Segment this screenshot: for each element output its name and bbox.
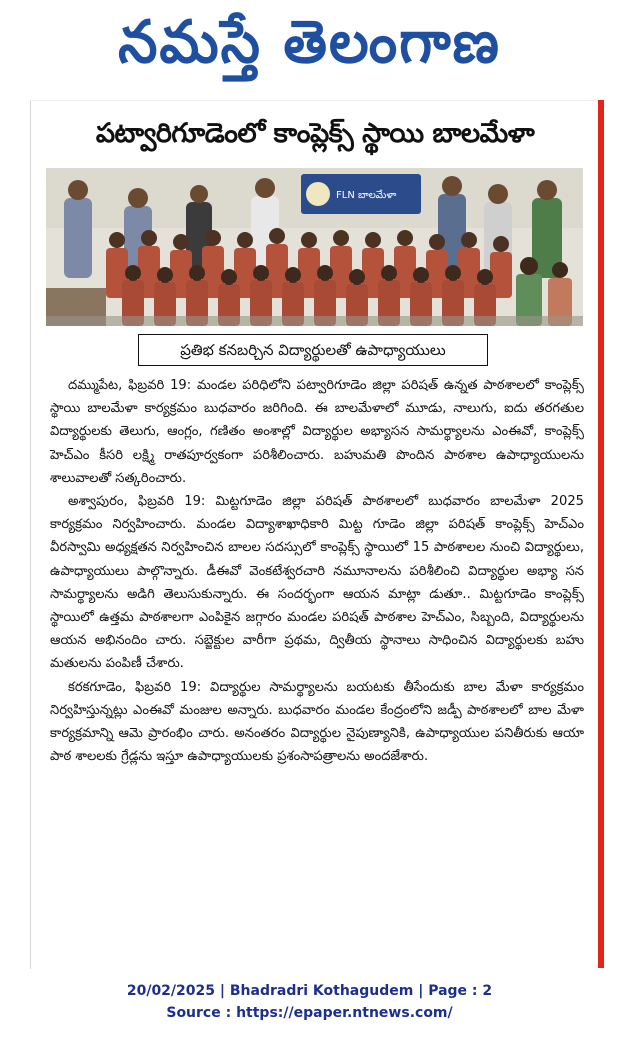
footer-source: Source : https://epaper.ntnews.com/ [166, 1005, 453, 1021]
news-photo [46, 168, 583, 326]
article-paragraph: దమ్ముపేట, ఫిబ్రవరి 19: మండల పరిధిలోని పట్వారిగూడెం జిల్లా పరిషత్ ఉన్నత పాఠశాలలో కాంప్లెక్స్ స్థాయి బాలమేళా కార్యక్రమం బుధవారం జరిగింది. ఈ బాలమేళాలో మూడు, నాలుగు, ఐదు తరగతుల విద్యార్థులకు తెలుగు, ఆంగ్లం, గణితం అంశాల్లో విద్యార్థుల అభ్యాసన సామర్థ్యాలను ఎంఈవో, కాంప్లెక్స్ హెచ్ఎం కీసరి లక్ష్మి రాతపూర్వకంగా పరిశీలించారు. బహుమతి పొందిన పాఠశాల ఉపాధ్యాయులను శాలువాలతో సత్కరించారు. [50, 378, 584, 486]
footer-date-edition: 20/02/2025 | Bhadradri Kothagudem | Page : 2 [126, 983, 493, 999]
article-body [50, 374, 584, 768]
masthead-logo: నమస్తే తెలంగాణ [118, 8, 501, 77]
headline: పట్వారిగూడెంలో కాంప్లెక్స్ స్థాయి బాలమేళా [95, 118, 535, 149]
photo-caption: ప్రతిభ కనబర్చిన విద్యార్థులతో ఉపాధ్యాయులు [138, 334, 488, 366]
article-paragraph: అశ్వాపురం, ఫిబ్రవరి 19: మిట్టగూడెం జిల్లా పరిషత్ పాఠశాలలో బుధవారం బాలమేళా 2025 కార్యక్రమం నిర్వహించారు. మండల విద్యాశాఖాధికారి మిట్ట గూడెం జిల్లా పరిషత్ కాంప్లెక్స్ హెచ్ఎం వీరస్వామి అధ్యక్షతన నిర్వహించిన బాలల సదస్సులో కాంప్లెక్స్ స్థాయిలో 15 పాఠశాలల నుంచి విద్యార్థులు, ఉపాధ్యాయులు పాల్గొన్నారు. డీఈవో వెంకటేశ్వరచారి నమూనాలను పరిశీలించి విద్యార్థుల అభ్యా సన సామర్థ్యాలను అడిగి తెలుసుకున్నారు. ఈ సందర్భంగా ఆయన మాట్లా డుతూ.. మిట్టగూడెం కాంప్లెక్స్ స్థాయిలో ఉత్తమ పాఠశాలగా ఎంపికైన జగ్గారం మండల పరిషత్ పాఠశాల హెచ్ఎం, సిబ్బంది, విద్యార్థులను ఆయన అభినందిం చారు. సబ్జెక్టుల వారీగా ప్రథమ, ద్వితీయ స్థానాలు సాధించిన విద్యార్థులకు బహు మతులను పంపిణీ చేశారు. [50, 494, 584, 672]
group-photo-illustration [46, 168, 583, 326]
footer [0, 980, 619, 1024]
banner-text: FLN బాలమేళా [336, 190, 397, 201]
red-column-rule [598, 100, 604, 968]
article-paragraph: కరకగూడెం, ఫిబ్రవరి 19: విద్యార్థుల సామర్థ్యాలను బయటకు తీసేందుకు బాల మేళా కార్యక్రమం నిర్వహిస్తున్నట్లు ఎంఈవో మంజుల అన్నారు. బుధవారం మండల కేంద్రంలోని జడ్పీ పాఠశాలలో బాల మేళా కార్యక్రమాన్ని ఆమె ప్రారంభిం చారు. అనంతరం విద్యార్థుల నైపుణ్యానికి, ఉపాధ్యాయుల పనితీరుకు ఆయా పాఠ శాలలకు గ్రేడ్లను ఇస్తూ ఉపాధ్యాయులకు ప్రశంసాపత్రాలను అందజేశారు. [50, 679, 584, 765]
